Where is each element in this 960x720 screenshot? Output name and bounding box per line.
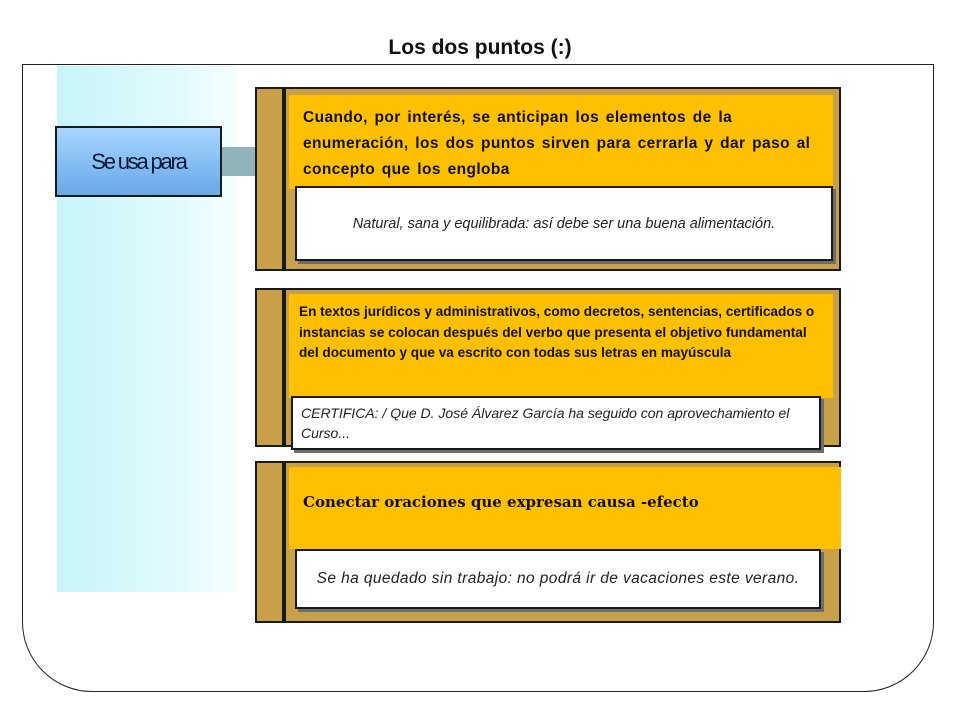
use-block-1-panel — [289, 95, 833, 189]
use-block-3-tab — [257, 463, 286, 621]
side-label-text: Se usa para — [91, 148, 186, 174]
use-block-3-panel — [289, 467, 841, 549]
use-block-3-example — [295, 549, 821, 609]
use-block-3-example-text: Se ha quedado sin trabajo: no podrá ir de vacaciones este verano. — [316, 570, 800, 587]
use-block-3-description: Conectar oraciones que expresan causa -efecto — [303, 493, 699, 511]
use-block-2-panel — [289, 294, 833, 398]
use-block-2 — [255, 288, 841, 447]
use-block-2-tab — [257, 290, 286, 445]
side-label-box — [55, 126, 222, 197]
use-block-1-example — [295, 186, 833, 261]
page-title: Los dos puntos (:) — [388, 36, 572, 59]
use-block-1-example-text: Natural, sana y equilibrada: así debe ser una buena alimentación. — [352, 215, 776, 232]
use-block-1-description: Cuando, por interés, se anticipan los elementos de la enumeración, los dos puntos sirven para cerrarla y dar paso al concepto que los engloba — [303, 109, 811, 178]
use-block-1-tab — [257, 89, 286, 269]
use-block-2-example — [291, 396, 821, 450]
use-block-3 — [255, 461, 841, 623]
use-block-2-description: En textos jurídicos y administrativos, como decretos, sentencias, certificados o instancias se colocan después del verbo que presenta el objetivo fundamental del documento y que va escrito con todas sus letras en mayúscula — [299, 304, 815, 360]
label-connector — [222, 147, 258, 176]
use-block-1 — [255, 87, 841, 271]
use-block-2-example-text: CERTIFICA: / Que D. José Álvarez García ha seguido con aprovechamiento el Curso... — [301, 405, 790, 441]
